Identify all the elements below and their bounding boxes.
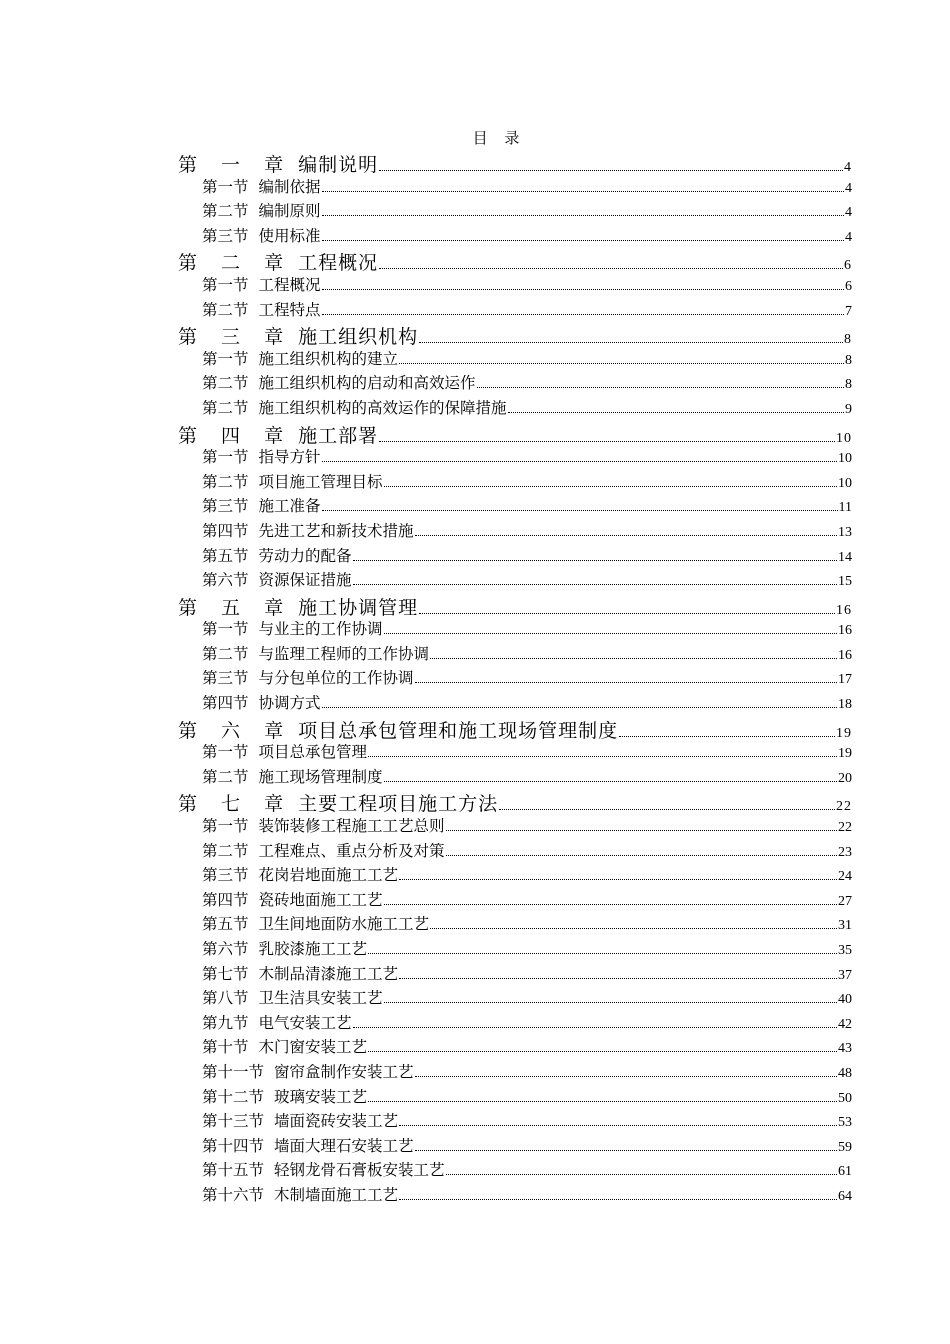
toc-entry-title: 装饰装修工程施工工艺总则 — [258, 817, 445, 836]
dot-leader — [415, 1150, 837, 1151]
toc-entry-label — [202, 986, 383, 1008]
toc-page-number: 48 — [838, 1065, 852, 1081]
toc-page-number: 37 — [838, 967, 852, 983]
toc-chapter-entry[interactable] — [178, 593, 852, 618]
toc-section-entry[interactable] — [178, 617, 852, 642]
toc-page-number: 53 — [838, 1115, 852, 1131]
toc-section-entry[interactable] — [178, 1060, 852, 1085]
toc-entry-number: 第 四 章 — [178, 424, 293, 447]
toc-entry-number: 第四节 — [202, 694, 249, 713]
dot-leader — [322, 191, 844, 192]
toc-entry-number: 第二节 — [202, 644, 249, 663]
toc-page-number: 59 — [838, 1139, 852, 1155]
toc-entry-label — [178, 716, 618, 743]
toc-entry-title: 与业主的工作协调 — [258, 620, 383, 639]
toc-section-entry[interactable] — [178, 937, 852, 962]
toc-entry-label — [178, 150, 378, 177]
toc-entry-number: 第四节 — [202, 890, 249, 909]
toc-entry-title: 木制品清漆施工工艺 — [258, 964, 399, 983]
toc-entry-title: 施工准备 — [258, 497, 321, 516]
toc-entry-label — [202, 1158, 445, 1180]
dot-leader — [415, 682, 837, 683]
toc-page-number: 15 — [838, 574, 852, 590]
toc-page-number: 6 — [845, 278, 852, 294]
toc-section-entry[interactable] — [178, 740, 852, 765]
toc-section-entry[interactable] — [178, 888, 852, 913]
toc-section-entry[interactable] — [178, 1085, 852, 1110]
dot-leader — [384, 904, 837, 905]
toc-page-number: 13 — [838, 524, 852, 540]
toc-entry-label — [202, 175, 321, 197]
dot-leader — [379, 170, 843, 171]
toc-entry-title: 窗帘盒制作安装工艺 — [274, 1062, 414, 1081]
toc-section-entry[interactable] — [178, 568, 852, 593]
toc-entry-label — [202, 765, 383, 787]
dot-leader — [399, 1199, 837, 1200]
toc-entry-title: 工程难点、重点分析及对策 — [258, 841, 445, 860]
toc-list — [178, 150, 852, 1208]
toc-section-entry[interactable] — [178, 1158, 852, 1183]
toc-section-entry[interactable] — [178, 912, 852, 937]
toc-entry-number: 第十一节 — [202, 1062, 265, 1081]
toc-chapter-entry[interactable] — [178, 716, 852, 741]
toc-entry-label — [202, 642, 429, 664]
toc-entry-label — [202, 1060, 414, 1082]
dot-leader — [415, 1076, 837, 1077]
toc-page-number: 24 — [838, 869, 852, 885]
toc-section-entry[interactable] — [178, 765, 852, 790]
dot-leader — [399, 1125, 837, 1126]
toc-entry-title: 编制说明 — [298, 154, 379, 176]
toc-entry-title: 与监理工程师的工作协调 — [258, 644, 430, 663]
toc-section-entry[interactable] — [178, 470, 852, 495]
toc-entry-label — [202, 962, 398, 984]
toc-entry-title: 编制原则 — [258, 202, 321, 221]
toc-entry-label — [202, 937, 367, 959]
toc-entry-title: 施工组织机构的启动和高效运作 — [258, 374, 476, 393]
toc-entry-number: 第十二节 — [202, 1087, 265, 1106]
toc-entry-title: 劳动力的配备 — [258, 546, 352, 565]
toc-entry-title: 与分包单位的工作协调 — [258, 669, 414, 688]
toc-section-entry[interactable] — [178, 642, 852, 667]
toc-entry-label — [202, 912, 429, 934]
toc-entry-label — [178, 248, 378, 275]
toc-entry-title: 施工现场管理制度 — [258, 767, 383, 786]
dot-leader — [446, 855, 837, 856]
toc-entry-number: 第 五 章 — [178, 596, 293, 619]
toc-entry-title: 项目总承包管理和施工现场管理制度 — [298, 719, 619, 742]
toc-section-entry[interactable] — [178, 544, 852, 569]
toc-entry-title: 编制依据 — [258, 177, 321, 196]
toc-page-number: 19 — [836, 725, 852, 741]
dot-leader — [384, 781, 837, 782]
toc-entry-number: 第二节 — [202, 767, 249, 786]
dot-leader — [322, 510, 838, 511]
toc-entry-title: 卫生洁具安装工艺 — [258, 989, 383, 1008]
toc-entry-label — [202, 1011, 352, 1033]
toc-section-entry[interactable] — [178, 371, 852, 396]
toc-page-number: 10 — [838, 475, 852, 491]
toc-entry-number: 第三节 — [202, 669, 249, 688]
toc-page-number: 64 — [838, 1188, 852, 1204]
dot-leader — [446, 830, 837, 831]
toc-entry-number: 第一节 — [202, 275, 249, 294]
dot-leader — [322, 240, 844, 241]
dot-leader — [384, 1002, 837, 1003]
dot-leader — [430, 658, 837, 659]
toc-entry-number: 第四节 — [202, 521, 249, 540]
toc-entry-number: 第一节 — [202, 177, 249, 196]
toc-section-entry[interactable] — [178, 494, 852, 519]
toc-entry-number: 第 一 章 — [178, 154, 293, 176]
toc-entry-title: 工程概况 — [298, 252, 379, 275]
toc-entry-number: 第一节 — [202, 743, 249, 762]
toc-page-number: 19 — [838, 746, 852, 762]
toc-entry-title: 电气安装工艺 — [258, 1013, 352, 1032]
toc-entry-number: 第七节 — [202, 964, 249, 983]
toc-entry-number: 第三节 — [202, 497, 249, 516]
toc-entry-number: 第一节 — [202, 620, 249, 639]
toc-entry-title: 玻璃安装工艺 — [274, 1087, 368, 1106]
toc-page-number: 20 — [838, 770, 852, 786]
toc-entry-number: 第十节 — [202, 1038, 249, 1057]
toc-entry-title: 卫生间地面防水施工工艺 — [258, 915, 430, 934]
toc-entry-label — [178, 789, 498, 816]
toc-page-number: 4 — [845, 180, 852, 196]
toc-entry-title: 施工组织机构的建立 — [258, 349, 399, 368]
dot-leader — [322, 215, 844, 216]
toc-entry-title: 项目施工管理目标 — [258, 472, 383, 491]
toc-entry-label — [202, 273, 321, 295]
dot-leader — [419, 342, 843, 343]
toc-entry-title: 主要工程项目施工方法 — [298, 793, 499, 816]
toc-entry-number: 第九节 — [202, 1013, 249, 1032]
toc-page-number: 8 — [845, 377, 852, 393]
toc-entry-label — [202, 617, 383, 639]
toc-section-entry[interactable] — [178, 445, 852, 470]
toc-section-entry[interactable] — [178, 814, 852, 839]
toc-section-entry[interactable] — [178, 273, 852, 298]
toc-entry-number: 第一节 — [202, 817, 249, 836]
toc-page-number: 35 — [838, 943, 852, 958]
toc-section-entry[interactable] — [178, 863, 852, 888]
toc-page-number: 8 — [845, 352, 852, 368]
dot-leader — [415, 535, 837, 536]
toc-entry-title: 墙面大理石安装工艺 — [274, 1136, 414, 1155]
toc-chapter-entry[interactable] — [178, 248, 852, 273]
toc-title: 目 录 — [472, 129, 526, 147]
toc-page-number: 14 — [838, 549, 852, 565]
toc-section-entry[interactable] — [178, 347, 852, 372]
toc-entry-number: 第二节 — [202, 841, 249, 860]
toc-chapter-entry[interactable] — [178, 421, 852, 446]
toc-page-number: 16 — [838, 623, 852, 639]
toc-entry-title: 花岗岩地面施工工艺 — [258, 866, 399, 885]
toc-section-entry[interactable] — [178, 691, 852, 716]
toc-entry-label — [202, 666, 414, 688]
dot-leader — [353, 560, 837, 561]
toc-entry-title: 先进工艺和新技术措施 — [258, 521, 414, 540]
toc-entry-label — [202, 199, 321, 221]
toc-page-number: 10 — [836, 430, 852, 446]
toc-entry-title: 乳胶漆施工工艺 — [258, 940, 368, 958]
dot-leader — [508, 412, 844, 413]
toc-entry-label — [202, 470, 383, 492]
toc-entry-number: 第八节 — [202, 989, 249, 1008]
toc-entry-label — [202, 1035, 367, 1057]
dot-leader — [322, 461, 837, 462]
toc-section-entry[interactable] — [178, 1011, 852, 1036]
toc-entry-number: 第 六 章 — [178, 719, 293, 742]
toc-entry-label — [202, 740, 367, 762]
toc-entry-label — [178, 322, 418, 349]
toc-entry-number: 第 七 章 — [178, 793, 293, 816]
toc-chapter-entry[interactable] — [178, 150, 852, 175]
toc-entry-number: 第三节 — [202, 866, 249, 885]
toc-page-number: 22 — [836, 799, 852, 815]
toc-entry-label — [202, 224, 321, 246]
dot-leader — [353, 584, 837, 585]
toc-entry-number: 第六节 — [202, 571, 249, 590]
toc-entry-title: 施工组织机构的高效运作的保障措施 — [258, 398, 507, 417]
toc-entry-number: 第三节 — [202, 226, 249, 245]
toc-page-number: 4 — [844, 160, 852, 175]
toc-page-number: 11 — [838, 500, 852, 516]
toc-page-number: 31 — [838, 918, 852, 934]
toc-page-number: 17 — [838, 672, 852, 688]
toc-page-number: 16 — [836, 602, 852, 618]
toc-entry-number: 第一节 — [202, 349, 249, 368]
dot-leader — [399, 879, 837, 880]
toc-entry-number: 第二节 — [202, 300, 249, 319]
toc-entry-label — [202, 691, 321, 713]
dot-leader — [368, 756, 837, 757]
dot-leader — [353, 1027, 837, 1028]
dot-leader — [322, 289, 844, 290]
toc-entry-label — [202, 347, 398, 369]
toc-entry-label — [202, 839, 445, 861]
toc-entry-number: 第五节 — [202, 915, 249, 934]
dot-leader — [379, 441, 835, 442]
dot-leader — [399, 363, 844, 364]
dot-leader — [446, 1174, 837, 1175]
toc-entry-label — [202, 298, 321, 320]
toc-section-entry[interactable] — [178, 986, 852, 1011]
toc-section-entry[interactable] — [178, 1109, 852, 1134]
toc-entry-number: 第六节 — [202, 940, 249, 958]
dot-leader — [379, 268, 843, 269]
dot-leader — [477, 387, 844, 388]
toc-entry-number: 第二节 — [202, 374, 249, 393]
toc-entry-title: 工程概况 — [258, 275, 321, 294]
toc-entry-number: 第十三节 — [202, 1112, 265, 1131]
toc-entry-label — [202, 494, 321, 516]
toc-section-entry[interactable] — [178, 298, 852, 323]
toc-entry-number: 第二节 — [202, 398, 249, 417]
toc-entry-number: 第二节 — [202, 472, 249, 491]
toc-section-entry[interactable] — [178, 1035, 852, 1060]
toc-section-entry[interactable] — [178, 224, 852, 249]
toc-entry-title: 使用标准 — [258, 226, 321, 245]
toc-page-number: 61 — [838, 1164, 852, 1180]
toc-entry-title: 墙面瓷砖安装工艺 — [274, 1112, 399, 1131]
toc-entry-number: 第 三 章 — [178, 326, 293, 349]
toc-entry-label — [202, 1134, 414, 1156]
toc-entry-title: 木门窗安装工艺 — [258, 1038, 368, 1057]
toc-page-number: 7 — [845, 303, 852, 319]
toc-entry-title: 资源保证措施 — [258, 571, 352, 590]
dot-leader — [499, 809, 835, 810]
toc-page-number: 23 — [838, 844, 852, 860]
toc-entry-label — [178, 421, 378, 448]
toc-section-entry[interactable] — [178, 1134, 852, 1159]
dot-leader — [384, 486, 837, 487]
toc-entry-number: 第十四节 — [202, 1136, 265, 1155]
toc-entry-title: 施工组织机构 — [298, 326, 419, 349]
dot-leader — [384, 633, 837, 634]
toc-section-entry[interactable] — [178, 666, 852, 691]
dot-leader — [430, 928, 837, 929]
toc-entry-title: 项目总承包管理 — [258, 743, 368, 762]
toc-entry-label — [202, 1085, 367, 1107]
toc-entry-title: 施工部署 — [298, 424, 379, 447]
toc-entry-label — [202, 1109, 398, 1131]
toc-entry-number: 第十五节 — [202, 1161, 265, 1180]
toc-page-number: 8 — [844, 332, 852, 348]
toc-page-number: 22 — [838, 820, 852, 836]
dot-leader — [619, 736, 835, 737]
toc-page-number: 10 — [838, 451, 852, 467]
toc-entry-label — [202, 445, 321, 467]
toc-section-entry[interactable] — [178, 199, 852, 224]
toc-page-number: 42 — [838, 1016, 852, 1032]
dot-leader — [368, 953, 837, 954]
toc-entry-label — [202, 568, 352, 590]
toc-entry-label — [202, 814, 445, 836]
toc-page-number: 6 — [844, 258, 852, 274]
toc-entry-label — [202, 888, 383, 910]
toc-page-number: 18 — [838, 697, 852, 713]
toc-section-entry[interactable] — [178, 962, 852, 987]
toc-page-number: 27 — [838, 893, 852, 909]
toc-entry-label — [202, 544, 352, 566]
toc-entry-number: 第 二 章 — [178, 252, 293, 275]
toc-entry-label — [202, 519, 414, 541]
toc-page-number: 40 — [838, 992, 852, 1008]
toc-entry-title: 协调方式 — [258, 694, 321, 713]
toc-page-number: 50 — [838, 1090, 852, 1106]
toc-entry-title: 轻钢龙骨石膏板安装工艺 — [274, 1161, 445, 1180]
toc-entry-title: 工程特点 — [258, 300, 321, 319]
dot-leader — [368, 1101, 837, 1102]
toc-page-number: 4 — [845, 229, 852, 245]
toc-entry-title: 瓷砖地面施工工艺 — [258, 890, 383, 909]
dot-leader — [368, 1051, 837, 1052]
toc-section-entry[interactable] — [178, 396, 852, 421]
dot-leader — [419, 613, 835, 614]
toc-entry-label — [202, 1183, 398, 1205]
toc-entry-label — [202, 863, 398, 885]
toc-entry-number: 第二节 — [202, 202, 249, 221]
toc-entry-title: 施工协调管理 — [298, 596, 419, 619]
toc-section-entry[interactable] — [178, 175, 852, 200]
dot-leader — [399, 978, 837, 979]
toc-section-entry[interactable] — [178, 519, 852, 544]
toc-entry-number: 第十六节 — [202, 1185, 265, 1204]
toc-page-number: 9 — [845, 401, 852, 417]
toc-chapter-entry[interactable] — [178, 789, 852, 814]
toc-entry-title: 木制墙面施工工艺 — [274, 1185, 399, 1204]
dot-leader — [322, 314, 844, 315]
toc-page-number: 4 — [845, 205, 852, 221]
toc-page-number: 16 — [838, 647, 852, 663]
toc-page-number: 43 — [838, 1041, 852, 1057]
toc-section-entry[interactable] — [178, 839, 852, 864]
toc-entry-label — [202, 371, 476, 393]
toc-entry-label — [202, 396, 507, 418]
toc-section-entry[interactable] — [178, 1183, 852, 1208]
toc-entry-number: 第一节 — [202, 448, 249, 467]
toc-entry-title: 指导方针 — [258, 448, 321, 467]
toc-entry-label — [178, 593, 418, 620]
toc-entry-number: 第五节 — [202, 546, 249, 565]
toc-chapter-entry[interactable] — [178, 322, 852, 347]
dot-leader — [322, 707, 837, 708]
